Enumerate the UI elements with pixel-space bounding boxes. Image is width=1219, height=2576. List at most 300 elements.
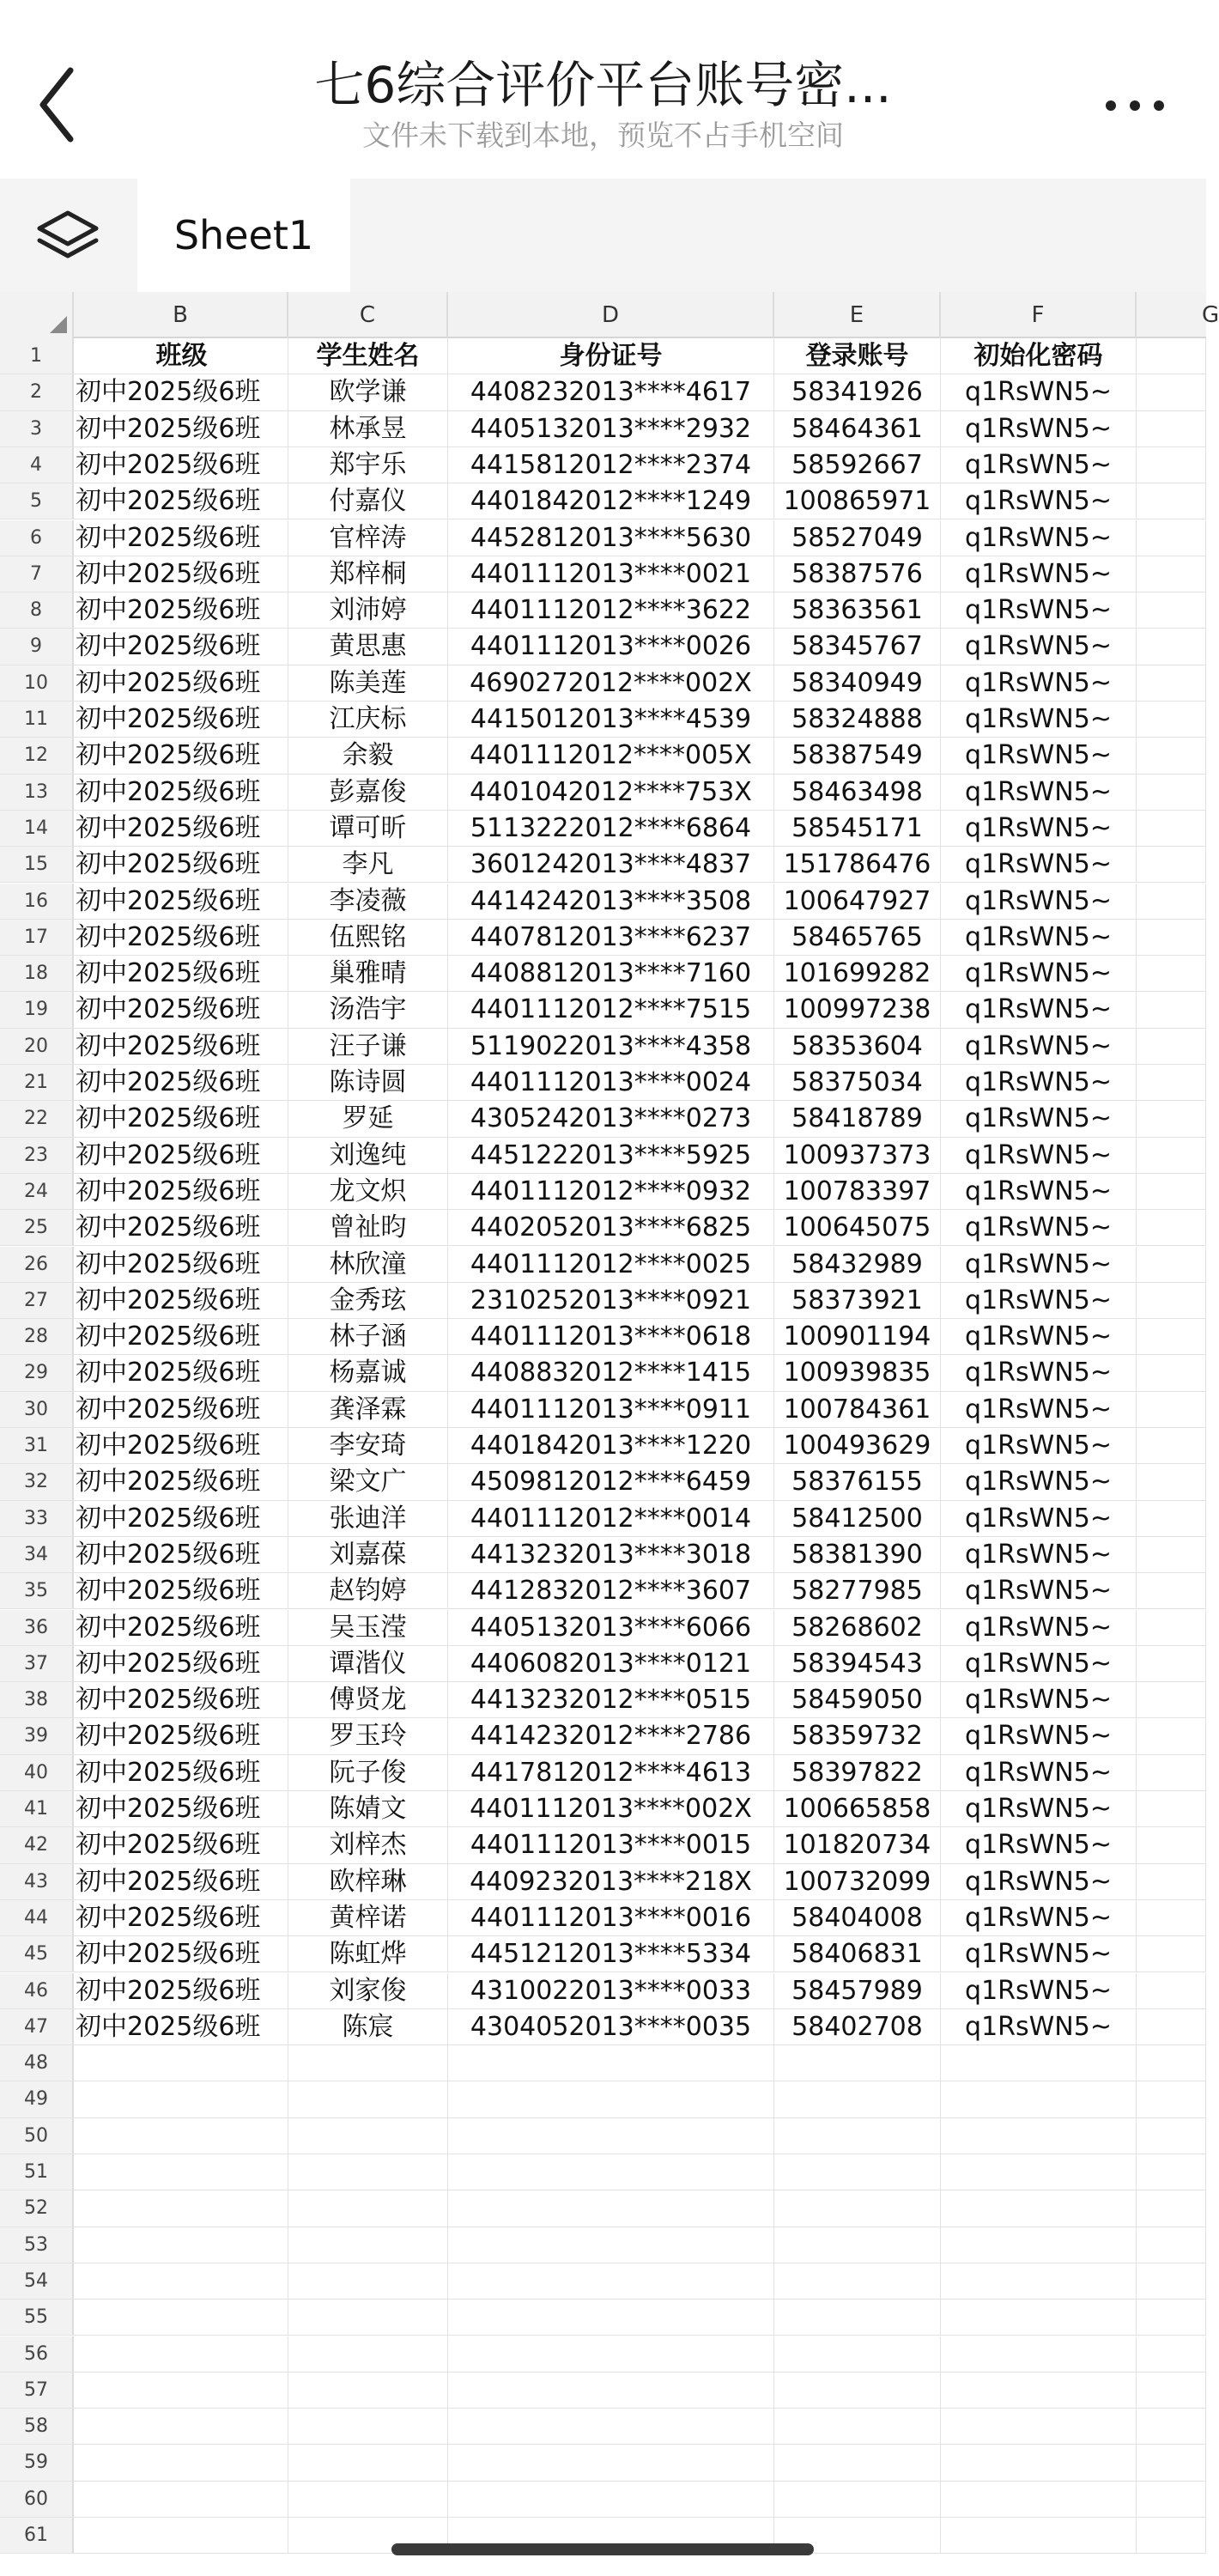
cell-initial-password[interactable]: q1RsWN5~ [941, 556, 1137, 592]
cell-student-name[interactable]: 罗延 [288, 1101, 448, 1136]
cell-id-number[interactable]: 4413232012****0515 [448, 1682, 774, 1717]
empty-cell[interactable] [288, 2300, 448, 2335]
empty-cell[interactable] [74, 2518, 288, 2553]
cell-student-name[interactable]: 彭嘉俊 [288, 775, 448, 810]
row-number[interactable]: 6 [0, 520, 74, 556]
cell-id-number[interactable]: 4413232013****3018 [448, 1537, 774, 1572]
cell-student-name[interactable]: 陈婧文 [288, 1791, 448, 1826]
cell-id-number[interactable]: 4401112013****0026 [448, 629, 774, 664]
cell-id-number[interactable]: 4401842013****1220 [448, 1428, 774, 1463]
empty-cell[interactable] [1137, 2045, 1206, 2081]
empty-cell[interactable] [1137, 1174, 1206, 1209]
row-number[interactable]: 13 [0, 775, 74, 810]
cell-login-account[interactable]: 100732099 [774, 1864, 941, 1899]
cell-student-name[interactable]: 刘家俊 [288, 1973, 448, 2008]
cell-id-number[interactable]: 4401112013****002X [448, 1791, 774, 1826]
cell-student-name[interactable]: 伍熙铭 [288, 920, 448, 955]
empty-cell[interactable] [1137, 1065, 1206, 1100]
cell-class[interactable]: 初中2025级6班 [74, 1428, 288, 1463]
cell-id-number[interactable]: 3601242013****4837 [448, 847, 774, 882]
cell-student-name[interactable]: 刘梓杰 [288, 1827, 448, 1862]
empty-cell[interactable] [448, 2336, 774, 2372]
empty-cell[interactable] [774, 2445, 941, 2480]
empty-cell[interactable] [448, 2081, 774, 2117]
empty-cell[interactable] [941, 2081, 1137, 2117]
empty-cell[interactable] [774, 2336, 941, 2372]
cell-login-account[interactable]: 58376155 [774, 1464, 941, 1499]
cell-id-number[interactable]: 4408812013****7160 [448, 956, 774, 991]
empty-cell[interactable] [1137, 374, 1206, 410]
cell-login-account[interactable]: 58268602 [774, 1610, 941, 1645]
cell-class[interactable]: 初中2025级6班 [74, 1174, 288, 1209]
empty-cell[interactable] [288, 2263, 448, 2299]
cell-initial-password[interactable]: q1RsWN5~ [941, 2009, 1137, 2044]
row-number[interactable]: 14 [0, 811, 74, 846]
cell-initial-password[interactable]: q1RsWN5~ [941, 1973, 1137, 2008]
row-number[interactable]: 10 [0, 665, 74, 701]
row-number[interactable]: 41 [0, 1791, 74, 1826]
empty-cell[interactable] [774, 2190, 941, 2226]
tab-sheet1[interactable]: Sheet1 [137, 179, 350, 292]
cell-student-name[interactable]: 张迪洋 [288, 1501, 448, 1536]
empty-cell[interactable] [1137, 1138, 1206, 1173]
empty-cell[interactable] [1137, 2081, 1206, 2117]
cell-student-name[interactable]: 黄梓诺 [288, 1900, 448, 1935]
cell-login-account[interactable]: 58459050 [774, 1682, 941, 1717]
cell-initial-password[interactable]: q1RsWN5~ [941, 665, 1137, 701]
empty-cell[interactable] [1137, 1392, 1206, 1427]
row-number[interactable]: 26 [0, 1247, 74, 1282]
empty-cell[interactable] [288, 2081, 448, 2117]
cell-initial-password[interactable]: q1RsWN5~ [941, 483, 1137, 519]
cell-id-number[interactable]: 4401112012****7515 [448, 992, 774, 1027]
column-header-e[interactable]: E [774, 292, 941, 338]
empty-cell[interactable] [74, 2372, 288, 2408]
cell-student-name[interactable]: 官梓涛 [288, 520, 448, 556]
cell-class[interactable]: 初中2025级6班 [74, 1537, 288, 1572]
empty-cell[interactable] [74, 2445, 288, 2480]
cell-id-number[interactable]: 4414232012****2786 [448, 1718, 774, 1753]
empty-cell[interactable] [1137, 1428, 1206, 1463]
cell-student-name[interactable]: 巢雅晴 [288, 956, 448, 991]
cell-initial-password[interactable]: q1RsWN5~ [941, 738, 1137, 773]
cell-initial-password[interactable]: q1RsWN5~ [941, 847, 1137, 882]
cell-initial-password[interactable]: q1RsWN5~ [941, 1247, 1137, 1282]
cell-id-number[interactable]: 4690272012****002X [448, 665, 774, 701]
cell-login-account[interactable]: 58418789 [774, 1101, 941, 1136]
cell-login-account[interactable]: 58353604 [774, 1029, 941, 1064]
empty-cell[interactable] [941, 2445, 1137, 2480]
row-number[interactable]: 42 [0, 1827, 74, 1862]
empty-cell[interactable] [774, 2154, 941, 2190]
cell-id-number[interactable]: 4401112013****0021 [448, 556, 774, 592]
cell-id-number[interactable]: 4406082013****0121 [448, 1646, 774, 1681]
empty-cell[interactable] [941, 2482, 1137, 2517]
cell-class[interactable]: 初中2025级6班 [74, 1210, 288, 1245]
empty-cell[interactable] [448, 2190, 774, 2226]
empty-cell[interactable] [1137, 738, 1206, 773]
cell-class[interactable]: 初中2025级6班 [74, 920, 288, 955]
row-number[interactable]: 19 [0, 992, 74, 1027]
cell-id-number[interactable]: 4401112013****0016 [448, 1900, 774, 1935]
cell-initial-password[interactable]: q1RsWN5~ [941, 811, 1137, 846]
cell-initial-password[interactable]: q1RsWN5~ [941, 920, 1137, 955]
cell-student-name[interactable]: 陈虹烨 [288, 1936, 448, 1971]
cell-login-account[interactable]: 100865971 [774, 483, 941, 519]
empty-cell[interactable] [774, 2227, 941, 2263]
row-number[interactable]: 31 [0, 1428, 74, 1463]
empty-cell[interactable] [288, 2190, 448, 2226]
empty-cell[interactable] [941, 2227, 1137, 2263]
cell-id-number[interactable]: 4401112012****0932 [448, 1174, 774, 1209]
row-number[interactable]: 45 [0, 1936, 74, 1971]
cell-id-number[interactable]: 4401112012****0025 [448, 1247, 774, 1282]
cell-class[interactable]: 初中2025级6班 [74, 1283, 288, 1318]
cell-id-number[interactable]: 4415012013****4539 [448, 702, 774, 737]
cell-id-number[interactable]: 5119022013****4358 [448, 1029, 774, 1064]
empty-cell[interactable] [448, 2409, 774, 2444]
row-number[interactable]: 32 [0, 1464, 74, 1499]
cell-login-account[interactable]: 58397822 [774, 1755, 941, 1790]
cell-student-name[interactable]: 林承昱 [288, 411, 448, 447]
cell-class[interactable]: 初中2025级6班 [74, 1501, 288, 1536]
cell-initial-password[interactable]: q1RsWN5~ [941, 1428, 1137, 1463]
empty-cell[interactable] [1137, 1537, 1206, 1572]
row-number[interactable]: 38 [0, 1682, 74, 1717]
cell-login-account[interactable]: 58404008 [774, 1900, 941, 1935]
empty-cell[interactable] [288, 2227, 448, 2263]
empty-cell[interactable] [1137, 1791, 1206, 1826]
cell-id-number[interactable]: 4509812012****6459 [448, 1464, 774, 1499]
cell-initial-password[interactable]: q1RsWN5~ [941, 1174, 1137, 1209]
cell-class[interactable]: 初中2025级6班 [74, 1827, 288, 1862]
row-number[interactable]: 44 [0, 1900, 74, 1935]
cell-initial-password[interactable]: q1RsWN5~ [941, 775, 1137, 810]
cell-class[interactable]: 初中2025级6班 [74, 447, 288, 483]
cell-login-account[interactable]: 58345767 [774, 629, 941, 664]
empty-cell[interactable] [774, 2081, 941, 2117]
cell-student-name[interactable]: 江庆标 [288, 702, 448, 737]
cell-student-name[interactable]: 陈诗圆 [288, 1065, 448, 1100]
empty-cell[interactable] [1137, 2482, 1206, 2517]
cell-login-account[interactable]: 101820734 [774, 1827, 941, 1862]
empty-cell[interactable] [1137, 884, 1206, 919]
cell-class[interactable]: 初中2025级6班 [74, 775, 288, 810]
cell-initial-password[interactable]: q1RsWN5~ [941, 411, 1137, 447]
cell-student-name[interactable]: 傅贤龙 [288, 1682, 448, 1717]
row-number[interactable]: 50 [0, 2118, 74, 2154]
row-number[interactable]: 53 [0, 2227, 74, 2263]
row-number[interactable]: 54 [0, 2263, 74, 2299]
empty-cell[interactable] [1137, 338, 1206, 374]
empty-cell[interactable] [1137, 920, 1206, 955]
row-number[interactable]: 57 [0, 2372, 74, 2408]
cell-class[interactable]: 初中2025级6班 [74, 1973, 288, 2008]
cell-student-name[interactable]: 龚泽霖 [288, 1392, 448, 1427]
row-number[interactable]: 43 [0, 1864, 74, 1899]
empty-cell[interactable] [1137, 1319, 1206, 1354]
cell-login-account[interactable]: 58592667 [774, 447, 941, 483]
cell-student-name[interactable]: 曾祉昀 [288, 1210, 448, 1245]
cell-initial-password[interactable]: q1RsWN5~ [941, 1610, 1137, 1645]
cell-initial-password[interactable]: q1RsWN5~ [941, 1827, 1137, 1862]
row-number[interactable]: 15 [0, 847, 74, 882]
cell-initial-password[interactable]: q1RsWN5~ [941, 447, 1137, 483]
cell-login-account[interactable]: 58277985 [774, 1573, 941, 1608]
empty-cell[interactable] [774, 2482, 941, 2517]
empty-cell[interactable] [288, 2372, 448, 2408]
cell-login-account[interactable]: 58387549 [774, 738, 941, 773]
empty-cell[interactable] [74, 2190, 288, 2226]
cell-login-account[interactable]: 58341926 [774, 374, 941, 410]
cell-login-account[interactable]: 58464361 [774, 411, 941, 447]
row-number[interactable]: 20 [0, 1029, 74, 1064]
cell-class[interactable]: 初中2025级6班 [74, 992, 288, 1027]
cell-login-account[interactable]: 58527049 [774, 520, 941, 556]
row-number[interactable]: 59 [0, 2445, 74, 2480]
empty-cell[interactable] [1137, 1101, 1206, 1136]
cell-initial-password[interactable]: q1RsWN5~ [941, 702, 1137, 737]
cell-class[interactable]: 初中2025级6班 [74, 1682, 288, 1717]
row-number[interactable]: 5 [0, 483, 74, 519]
cell-login-account[interactable]: 58412500 [774, 1501, 941, 1536]
cell-login-account[interactable]: 100645075 [774, 1210, 941, 1245]
cell-id-number[interactable]: 4408232013****4617 [448, 374, 774, 410]
empty-cell[interactable] [1137, 1936, 1206, 1971]
empty-cell[interactable] [1137, 1682, 1206, 1717]
empty-cell[interactable] [774, 2409, 941, 2444]
empty-cell[interactable] [774, 2045, 941, 2081]
cell-login-account[interactable]: 100939835 [774, 1355, 941, 1390]
empty-cell[interactable] [448, 2372, 774, 2408]
cell-login-account[interactable]: 58463498 [774, 775, 941, 810]
row-number[interactable]: 12 [0, 738, 74, 773]
cell-id-number[interactable]: 4452812013****5630 [448, 520, 774, 556]
cell-id-number[interactable]: 4401112013****0015 [448, 1827, 774, 1862]
cell-login-account[interactable]: 151786476 [774, 847, 941, 882]
cell-id-number[interactable]: 4401112012****005X [448, 738, 774, 773]
empty-cell[interactable] [74, 2409, 288, 2444]
cell-initial-password[interactable]: q1RsWN5~ [941, 1718, 1137, 1753]
empty-cell[interactable] [288, 2154, 448, 2190]
cell-class[interactable]: 初中2025级6班 [74, 1864, 288, 1899]
cell-initial-password[interactable]: q1RsWN5~ [941, 1537, 1137, 1572]
header-cell-account[interactable]: 登录账号 [774, 338, 941, 374]
empty-cell[interactable] [1137, 665, 1206, 701]
cell-class[interactable]: 初中2025级6班 [74, 956, 288, 991]
cell-student-name[interactable]: 汪子谦 [288, 1029, 448, 1064]
cell-id-number[interactable]: 4401042012****753X [448, 775, 774, 810]
cell-initial-password[interactable]: q1RsWN5~ [941, 1791, 1137, 1826]
empty-cell[interactable] [1137, 1827, 1206, 1862]
row-number[interactable]: 24 [0, 1174, 74, 1209]
cell-class[interactable]: 初中2025级6班 [74, 1138, 288, 1173]
empty-cell[interactable] [1137, 447, 1206, 483]
empty-cell[interactable] [74, 2154, 288, 2190]
cell-initial-password[interactable]: q1RsWN5~ [941, 1101, 1137, 1136]
empty-cell[interactable] [774, 2300, 941, 2335]
cell-login-account[interactable]: 100937373 [774, 1138, 941, 1173]
empty-cell[interactable] [941, 2263, 1137, 2299]
empty-cell[interactable] [288, 2482, 448, 2517]
row-number[interactable]: 2 [0, 374, 74, 410]
cell-login-account[interactable]: 58406831 [774, 1936, 941, 1971]
cell-student-name[interactable]: 郑宇乐 [288, 447, 448, 483]
empty-cell[interactable] [1137, 1464, 1206, 1499]
cell-student-name[interactable]: 赵钧婷 [288, 1573, 448, 1608]
cell-id-number[interactable]: 4304052013****0035 [448, 2009, 774, 2044]
cell-login-account[interactable]: 58387576 [774, 556, 941, 592]
cell-initial-password[interactable]: q1RsWN5~ [941, 592, 1137, 628]
header-cell-id[interactable]: 身份证号 [448, 338, 774, 374]
cell-initial-password[interactable]: q1RsWN5~ [941, 1283, 1137, 1318]
cell-id-number[interactable]: 4402052013****6825 [448, 1210, 774, 1245]
cell-initial-password[interactable]: q1RsWN5~ [941, 992, 1137, 1027]
empty-cell[interactable] [1137, 1973, 1206, 2008]
empty-cell[interactable] [1137, 1646, 1206, 1681]
row-number[interactable]: 27 [0, 1283, 74, 1318]
cell-id-number[interactable]: 4401112013****0911 [448, 1392, 774, 1427]
cell-initial-password[interactable]: q1RsWN5~ [941, 520, 1137, 556]
column-header-f[interactable]: F [941, 292, 1137, 338]
empty-cell[interactable] [1137, 1355, 1206, 1390]
empty-cell[interactable] [448, 2227, 774, 2263]
cell-id-number[interactable]: 2310252013****0921 [448, 1283, 774, 1318]
cell-login-account[interactable]: 100997238 [774, 992, 941, 1027]
empty-cell[interactable] [774, 2263, 941, 2299]
empty-cell[interactable] [1137, 1900, 1206, 1935]
empty-cell[interactable] [1137, 1501, 1206, 1536]
cell-class[interactable]: 初中2025级6班 [74, 1646, 288, 1681]
cell-login-account[interactable]: 100665858 [774, 1791, 941, 1826]
cell-id-number[interactable]: 4417812012****4613 [448, 1755, 774, 1790]
empty-cell[interactable] [774, 2372, 941, 2408]
empty-cell[interactable] [941, 2190, 1137, 2226]
empty-cell[interactable] [1137, 520, 1206, 556]
row-number[interactable]: 33 [0, 1501, 74, 1536]
empty-cell[interactable] [1137, 956, 1206, 991]
empty-cell[interactable] [1137, 629, 1206, 664]
cell-login-account[interactable]: 58394543 [774, 1646, 941, 1681]
cell-class[interactable]: 初中2025级6班 [74, 1464, 288, 1499]
row-number[interactable]: 39 [0, 1718, 74, 1753]
empty-cell[interactable] [1137, 2518, 1206, 2553]
cell-initial-password[interactable]: q1RsWN5~ [941, 1864, 1137, 1899]
cell-login-account[interactable]: 101699282 [774, 956, 941, 991]
empty-cell[interactable] [74, 2081, 288, 2117]
empty-cell[interactable] [1137, 1247, 1206, 1282]
empty-cell[interactable] [1137, 2154, 1206, 2190]
cell-login-account[interactable]: 58381390 [774, 1537, 941, 1572]
empty-cell[interactable] [1137, 2009, 1206, 2044]
cell-initial-password[interactable]: q1RsWN5~ [941, 1936, 1137, 1971]
empty-cell[interactable] [1137, 847, 1206, 882]
row-number[interactable]: 36 [0, 1610, 74, 1645]
empty-cell[interactable] [1137, 702, 1206, 737]
header-cell-class[interactable]: 班级 [74, 338, 288, 374]
row-number[interactable]: 46 [0, 1973, 74, 2008]
cell-initial-password[interactable]: q1RsWN5~ [941, 1646, 1137, 1681]
row-number[interactable]: 29 [0, 1355, 74, 1390]
row-number[interactable]: 21 [0, 1065, 74, 1100]
cell-student-name[interactable]: 黄思惠 [288, 629, 448, 664]
cell-class[interactable]: 初中2025级6班 [74, 884, 288, 919]
cell-class[interactable]: 初中2025级6班 [74, 592, 288, 628]
empty-cell[interactable] [1137, 1029, 1206, 1064]
empty-cell[interactable] [1137, 2227, 1206, 2263]
row-number[interactable]: 60 [0, 2482, 74, 2517]
cell-student-name[interactable]: 龙文炽 [288, 1174, 448, 1209]
empty-cell[interactable] [941, 2409, 1137, 2444]
empty-cell[interactable] [941, 2372, 1137, 2408]
row-number[interactable]: 1 [0, 338, 74, 374]
empty-cell[interactable] [1137, 775, 1206, 810]
row-number[interactable]: 37 [0, 1646, 74, 1681]
empty-cell[interactable] [1137, 1283, 1206, 1318]
empty-cell[interactable] [448, 2300, 774, 2335]
empty-cell[interactable] [1137, 811, 1206, 846]
empty-cell[interactable] [941, 2518, 1137, 2553]
cell-class[interactable]: 初中2025级6班 [74, 738, 288, 773]
cell-initial-password[interactable]: q1RsWN5~ [941, 374, 1137, 410]
cell-class[interactable]: 初中2025级6班 [74, 1755, 288, 1790]
cell-class[interactable]: 初中2025级6班 [74, 556, 288, 592]
cell-class[interactable]: 初中2025级6班 [74, 1101, 288, 1136]
empty-cell[interactable] [1137, 2372, 1206, 2408]
empty-cell[interactable] [448, 2445, 774, 2480]
cell-login-account[interactable]: 58545171 [774, 811, 941, 846]
cell-id-number[interactable]: 4401112012****3622 [448, 592, 774, 628]
cell-student-name[interactable]: 郑梓桐 [288, 556, 448, 592]
empty-cell[interactable] [74, 2118, 288, 2154]
cell-initial-password[interactable]: q1RsWN5~ [941, 1573, 1137, 1608]
empty-cell[interactable] [288, 2045, 448, 2081]
cell-class[interactable]: 初中2025级6班 [74, 483, 288, 519]
empty-cell[interactable] [941, 2045, 1137, 2081]
cell-initial-password[interactable]: q1RsWN5~ [941, 1319, 1137, 1354]
cell-student-name[interactable]: 李凡 [288, 847, 448, 882]
row-number[interactable]: 55 [0, 2300, 74, 2335]
empty-cell[interactable] [74, 2300, 288, 2335]
cell-class[interactable]: 初中2025级6班 [74, 629, 288, 664]
sheet-list-button[interactable] [0, 179, 136, 292]
empty-cell[interactable] [74, 2227, 288, 2263]
empty-cell[interactable] [74, 2263, 288, 2299]
cell-class[interactable]: 初中2025级6班 [74, 1573, 288, 1608]
empty-cell[interactable] [1137, 1210, 1206, 1245]
row-number[interactable]: 4 [0, 447, 74, 483]
empty-cell[interactable] [774, 2118, 941, 2154]
row-number[interactable]: 40 [0, 1755, 74, 1790]
cell-student-name[interactable]: 梁文广 [288, 1464, 448, 1499]
cell-class[interactable]: 初中2025级6班 [74, 1791, 288, 1826]
cell-id-number[interactable]: 4409232013****218X [448, 1864, 774, 1899]
cell-login-account[interactable]: 100493629 [774, 1428, 941, 1463]
cell-login-account[interactable]: 100783397 [774, 1174, 941, 1209]
cell-login-account[interactable]: 100647927 [774, 884, 941, 919]
header-cell-password[interactable]: 初始化密码 [941, 338, 1137, 374]
cell-login-account[interactable]: 58373921 [774, 1283, 941, 1318]
cell-id-number[interactable]: 4401112012****0014 [448, 1501, 774, 1536]
cell-class[interactable]: 初中2025级6班 [74, 1319, 288, 1354]
cell-class[interactable]: 初中2025级6班 [74, 1247, 288, 1282]
cell-student-name[interactable]: 刘沛婷 [288, 592, 448, 628]
empty-cell[interactable] [288, 2409, 448, 2444]
row-number[interactable]: 30 [0, 1392, 74, 1427]
cell-student-name[interactable]: 李安琦 [288, 1428, 448, 1463]
cell-student-name[interactable]: 金秀玹 [288, 1283, 448, 1318]
row-number[interactable]: 58 [0, 2409, 74, 2444]
